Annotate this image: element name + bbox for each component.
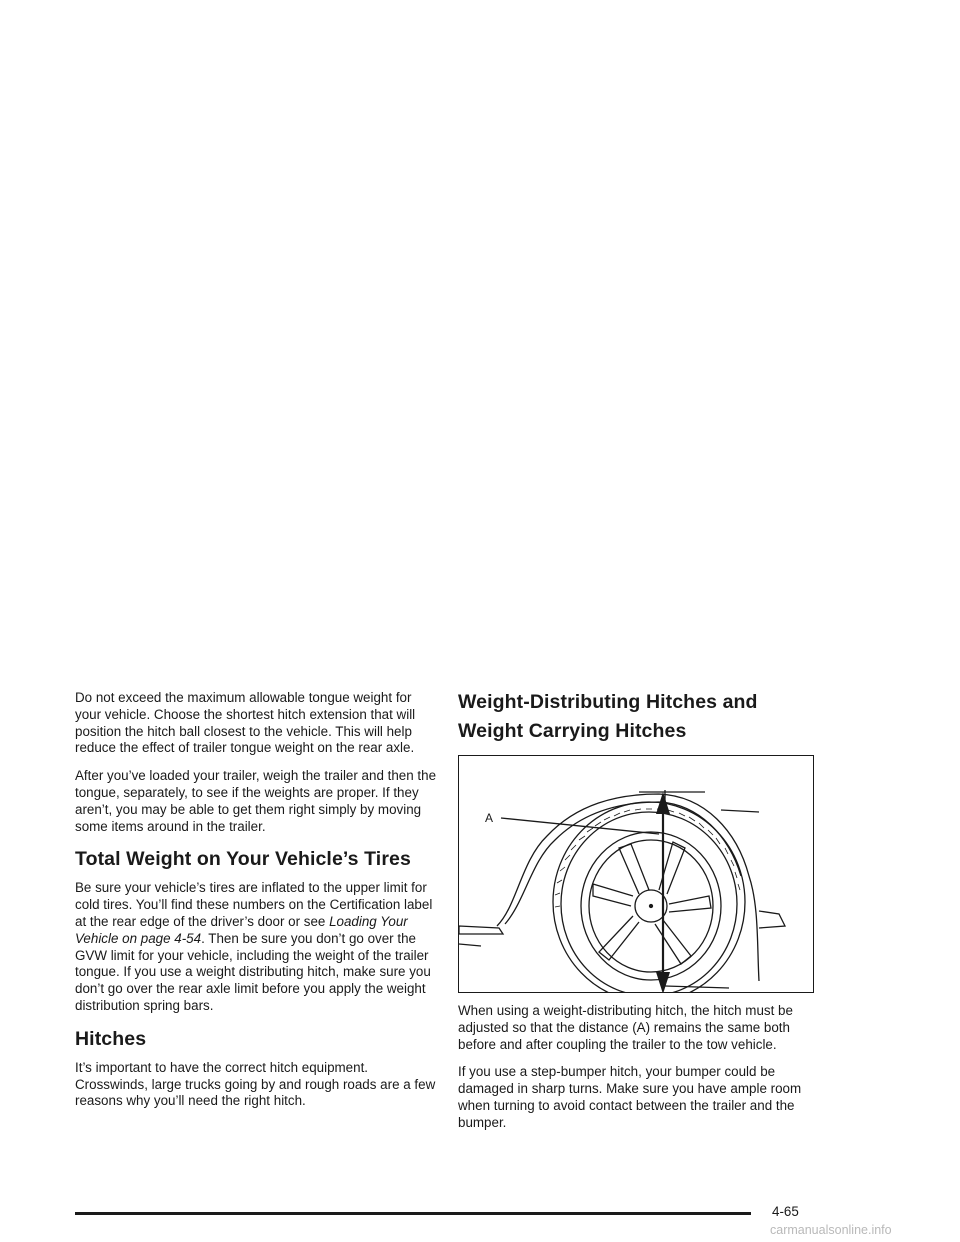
body-right — [759, 911, 785, 928]
paragraph-tongue-weight: Do not exceed the maximum allowable tongue weight for your vehicle. Choose the shortest hitch extension that will position the hitch ball closest to the vehicle. This will help reduce the effect of trailer tongue weight on the rear axle. — [75, 690, 416, 756]
paragraph-step-bumper: If you use a step-bumper hitch, your bumper could be damaged in sharp turns. Make sure you have ample room when turning to avoid contact between the trailer and the bumper. — [458, 1064, 802, 1130]
heading-total-weight-tires: Total Weight on Your Vehicle’s Tires — [75, 848, 411, 871]
paragraph-text: . Then be sure you don’t go over the GVW limit for your vehicle, including the weight of the trailer tongue. If you use a weight distributing hitch, make sure you don’t go over the rear axle limit before you apply the weight distribution spring bars. — [75, 930, 431, 1013]
footer-rule — [75, 1212, 751, 1215]
paragraph-tire-inflation — [75, 880, 437, 1014]
paragraph-weigh-trailer: After you’ve loaded your trailer, weigh the trailer and then the tongue, separately, to see if the weights are proper. If they aren’t, you may be able to get them right simply by moving some items around in the trailer. — [75, 768, 437, 834]
right-column — [458, 688, 818, 1143]
fender-inner — [505, 802, 741, 924]
body-left — [459, 926, 503, 934]
paragraph-weight-distributing: When using a weight-distributing hitch, the hitch must be adjusted so that the distance (A) remains the same both before and after coupling the trailer to the tow vehicle. — [458, 1003, 793, 1052]
paragraph-text: Be sure your vehicle’s tires are inflated to the upper limit for cold tires. You’ll find these numbers on the Certification label at the rear edge of the driver’s door or see — [75, 880, 433, 929]
wheel-spokes — [593, 842, 711, 964]
wheel-distance-illustration — [458, 755, 814, 993]
page-number: 4-65 — [772, 1204, 799, 1219]
left-column — [75, 690, 437, 1121]
heading-weight-distributing-hitches: Weight-Distributing Hitches and Weight Carrying Hitches — [458, 691, 758, 742]
wheel-diagram-svg — [459, 756, 814, 993]
figure-label-a: A — [485, 811, 494, 825]
heading-hitches: Hitches — [75, 1027, 147, 1050]
paragraph-hitch-equipment: It’s important to have the correct hitch equipment. Crosswinds, large trucks going by and rough roads are a few reasons why you’ll need the right hitch. — [75, 1059, 436, 1109]
cross-reference-link[interactable]: Loading Your Vehicle on page 4-54 — [75, 913, 408, 946]
watermark: carmanualsonline.info — [770, 1223, 892, 1237]
